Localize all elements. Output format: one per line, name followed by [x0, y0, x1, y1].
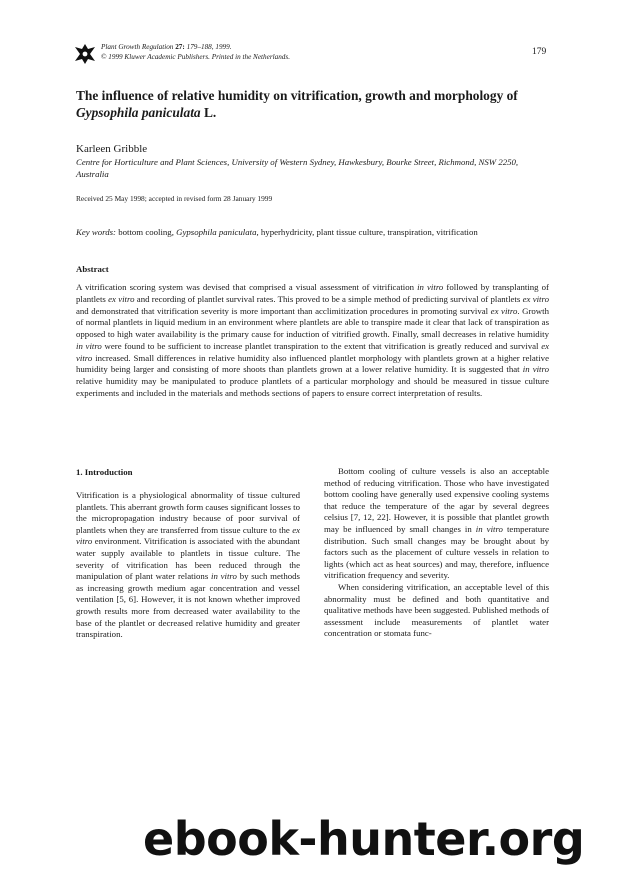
kluwer-logo-icon — [75, 44, 95, 64]
intro-italic: ex vitro — [76, 524, 300, 547]
abstract-italic: ex vitro — [490, 305, 518, 316]
intro-text: by such methods as increasing growth medium agar concentration and vessel ventilation [5, 6]. However, it is not known whether improved growth results more from decreased water availability to the base of the plantlet or decreased relative humidity and greater transpiration. — [76, 571, 300, 640]
title-end: L. — [200, 104, 217, 120]
journal-name: Plant Growth Regulation — [101, 43, 174, 51]
abstract-text: . Growth of normal plantlets in liquid medium in an environment where plantlets are able to transpire made it clear that lack of transpiration as opposed to high water availability is the primary cause for induction of vitrified growth. Finally, small decreases in relative humidity — [76, 305, 549, 339]
abstract-text: were found to be sufficient to increase plantlet transpiration to the extent that vitrification is greatly reduced and survival — [101, 340, 542, 351]
abstract-text: relative humidity may be manipulated to produce plantlets of a particular morphology and should be measured in tissue culture experiments and included in the materials and methods sections of papers to ensure correct interpretation of results. — [76, 376, 549, 398]
intro-paragraph-1 — [76, 490, 300, 641]
intro-text: Vitrification is a physiological abnormality of tissue cultured plantlets. This aberrant growth form causes significant losses to the micropropagation industry because of poor survival of plantlets when they are transferred from tissue culture to the — [76, 490, 300, 535]
abstract-body — [76, 282, 549, 400]
journal-citation — [101, 43, 232, 52]
intro-paragraph-2 — [324, 466, 549, 582]
abstract-italic: in vitro — [417, 282, 444, 292]
intro-italic: in vitro — [211, 571, 237, 582]
abstract-italic: in vitro — [76, 340, 102, 351]
intro-paragraph-3: When considering vitrification, an acceptable level of this abnormality must be defined and both quantitative and qualitative methods have been suggested. Published methods of assessment include measurements of plantlet water concentration or stomata func- — [324, 581, 549, 639]
received-dates: Received 25 May 1998; accepted in revised form 28 January 1999 — [76, 194, 273, 203]
intro-text: temperature distribution. Such small changes may be brought about by factors such as the placement of culture vessels in relation to lights (which act as heat sources) and may, therefore, influence vitrification frequency and severity. — [324, 523, 549, 581]
abstract-text: increased. Small differences in relative humidity also influenced plantlet morphology with plantlets grown at a higher relative humidity being larger and consisting of more shoots than plantlets grown at a lower relative humidity. It is suggested that — [76, 352, 549, 375]
abstract-heading: Abstract — [76, 264, 109, 274]
abstract-text: and demonstrated that vitrification severity is more important than acclimitization procedures in promoting survival — [76, 305, 491, 316]
intro-right-column — [324, 466, 549, 640]
section-heading-introduction: 1. Introduction — [76, 467, 133, 477]
title-species: Gypsophila paniculata — [76, 104, 201, 120]
intro-text: Bottom cooling of culture vessels is also an acceptable method of reducing vitrification. Those who have investigated bottom cooling have generally used expensive cooling systems that reduce the temperature of the agar by several degrees celsius [7, 12, 22]. However, it is possible that plantlet growth may be influenced by small changes in — [324, 466, 549, 534]
watermark-text: ebook-hunter.org — [143, 812, 585, 866]
page-number: 179 — [532, 47, 547, 57]
intro-italic: in vitro — [475, 523, 503, 534]
intro-text: environment. Vitrification is associated with the abundant water supply available to plantlets in tissue culture. The severity of vitrification has been reduced through the manipulation of plant water relations — [76, 536, 300, 582]
journal-pages: 179–188, 1999. — [186, 43, 232, 51]
intro-left-column — [76, 490, 300, 641]
keywords-label: Key words: — [76, 227, 116, 237]
title-text: The influence of relative humidity on vitrification, growth and morphology of — [76, 88, 518, 103]
abstract-italic: ex vitro — [522, 293, 549, 304]
keywords — [76, 227, 556, 237]
abstract-italic: ex vitro — [108, 293, 135, 304]
article-title — [76, 88, 546, 121]
abstract-text: and recording of plantlet survival rates. This proved to be a simple method of predicting survival of plantlets — [134, 293, 523, 304]
keywords-species: Gypsophila paniculata — [176, 227, 257, 237]
abstract-text: A vitrification scoring system was devised that comprised a visual assessment of vitrification — [76, 282, 418, 292]
author-affiliation: Centre for Horticulture and Plant Sciences, University of Western Sydney, Hawkesbury, Bourke Street, Richmond, NSW 2250, Australia — [76, 157, 519, 179]
keywords-text: bottom cooling, — [116, 227, 177, 237]
journal-volume: 27: — [175, 43, 185, 51]
author-name: Karleen Gribble — [76, 143, 148, 155]
abstract-italic: in vitro — [522, 364, 549, 375]
abstract-italic: ex vitro — [76, 340, 549, 363]
keywords-text-rest: , hyperhydricity, plant tissue culture, transpiration, vitrification — [256, 227, 478, 237]
copyright-line: © 1999 Kluwer Academic Publishers. Printed in the Netherlands. — [101, 53, 290, 61]
abstract-text: followed by transplanting of plantlets — [76, 282, 549, 304]
